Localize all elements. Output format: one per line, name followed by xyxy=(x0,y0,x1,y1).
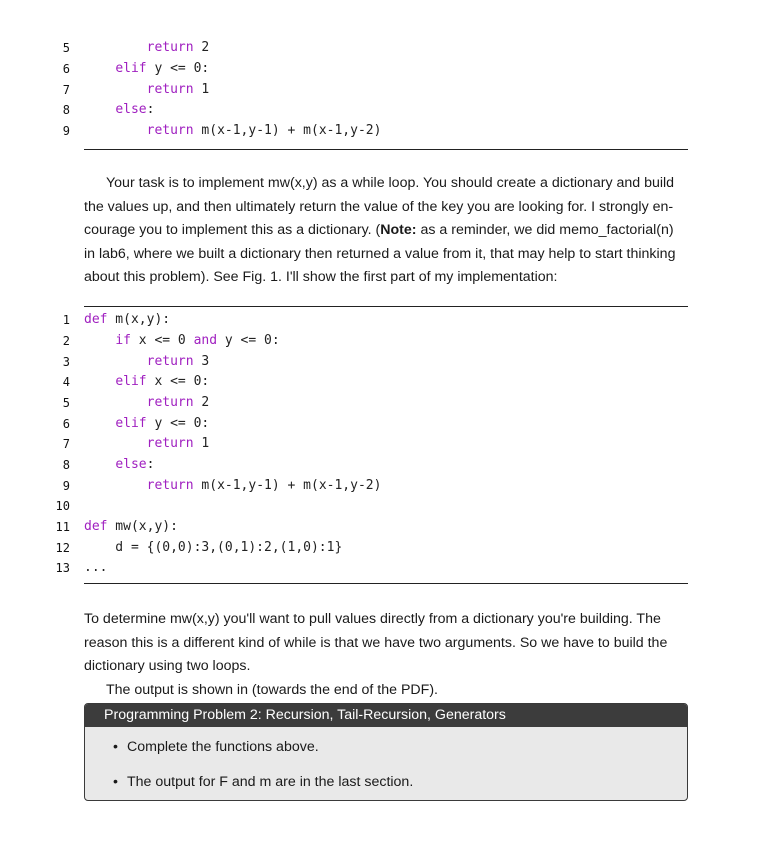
line-number: 12 xyxy=(55,541,70,555)
code-text: return 2 xyxy=(146,395,210,410)
code-text: return m(x-1,y-1) + m(x-1,y-2) xyxy=(146,478,382,493)
code-text: if x <= 0 and y <= 0: xyxy=(115,333,280,348)
text-line: courage you to implement this as a dictionary. (Note: as a reminder, we did memo_factorial(n) xyxy=(84,222,674,238)
code-text: return 2 xyxy=(146,40,210,55)
list-item: • Complete the functions above. xyxy=(113,739,319,755)
line-number: 7 xyxy=(62,437,70,451)
bullet-icon: • xyxy=(113,739,118,755)
line-number: 11 xyxy=(55,520,70,534)
text-line: To determine mw(x,y) you'll want to pull values directly from a dictionary you're building. The xyxy=(84,611,661,627)
output-paragraph: The output is shown in (towards the end of the PDF). xyxy=(106,682,438,698)
line-number: 10 xyxy=(55,499,70,513)
line-number: 7 xyxy=(62,83,70,97)
code-text: return 1 xyxy=(146,82,210,97)
code-text: return 3 xyxy=(146,354,210,369)
code-text: elif x <= 0: xyxy=(115,374,210,389)
code-text: ... xyxy=(84,560,108,575)
line-number: 5 xyxy=(62,41,70,55)
list-item: • The output for F and m are in the last section. xyxy=(113,774,414,790)
text-line: reason this is a different kind of while is that we have two arguments. So we have to build the xyxy=(84,634,668,651)
code-rule xyxy=(84,149,688,150)
line-number: 4 xyxy=(62,375,70,389)
dictionary-paragraph xyxy=(84,608,688,679)
line-number: 3 xyxy=(62,355,70,369)
code-text: return m(x-1,y-1) + m(x-1,y-2) xyxy=(146,123,382,138)
line-number: 8 xyxy=(62,103,70,117)
line-number: 13 xyxy=(55,561,70,575)
text-line: the values up, and then ultimately return the value of the key you are looking for. I strongly en- xyxy=(84,198,674,215)
problem-box-title: Programming Problem 2: Recursion, Tail-Recursion, Generators xyxy=(85,704,687,727)
text-line: dictionary using two loops. xyxy=(84,658,251,674)
line-number: 2 xyxy=(62,334,70,348)
text-line: about this problem). See Fig. 1. I'll show the first part of my implementation: xyxy=(84,269,558,285)
line-number: 5 xyxy=(62,396,70,410)
code-text: def m(x,y): xyxy=(84,312,171,327)
code-text: elif y <= 0: xyxy=(115,61,210,76)
line-number: 9 xyxy=(62,124,70,138)
code-text: else: xyxy=(115,102,155,117)
code-text: return 1 xyxy=(146,436,210,451)
note-label: Note: xyxy=(380,222,417,238)
line-number: 6 xyxy=(62,62,70,76)
text-line: Your task is to implement mw(x,y) as a while loop. You should create a dictionary and build xyxy=(106,175,675,191)
problem-box xyxy=(84,703,688,801)
task-paragraph xyxy=(84,172,688,290)
line-number: 8 xyxy=(62,458,70,472)
code-rule xyxy=(84,583,688,584)
code-text: else: xyxy=(115,457,155,472)
text-line: in lab6, where we built a dictionary then returned a value from it, that may help to start thinking xyxy=(84,245,676,262)
code-text: d = {(0,0):3,(0,1):2,(1,0):1} xyxy=(84,540,343,555)
code-text: def mw(x,y): xyxy=(84,519,178,534)
code-text: elif y <= 0: xyxy=(115,416,210,431)
code-rule xyxy=(84,306,688,307)
line-number: 9 xyxy=(62,479,70,493)
line-number: 1 xyxy=(62,313,70,327)
bullet-icon: • xyxy=(113,774,118,790)
line-number: 6 xyxy=(62,417,70,431)
